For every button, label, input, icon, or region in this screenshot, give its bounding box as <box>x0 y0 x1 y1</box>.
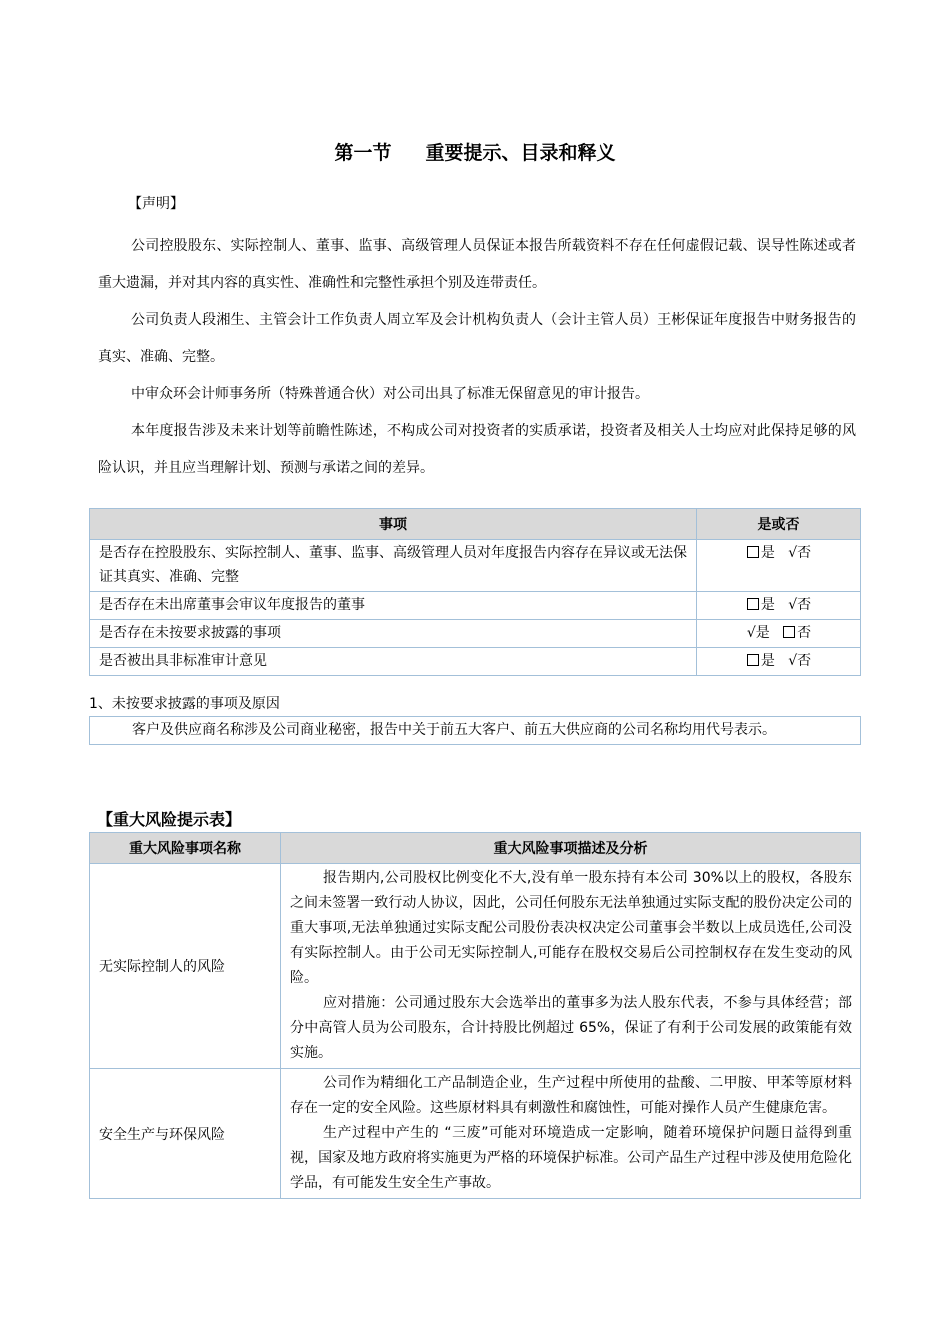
declaration-paragraph: 公司负责人段湘生、主管会计工作负责人周立军及会计机构负责人（会计主管人员）王彬保证年度报告中财务报告的真实、准确、完整。 <box>98 312 856 365</box>
declaration-paragraph: 本年度报告涉及未来计划等前瞻性陈述，不构成公司对投资者的实质承诺，投资者及相关人士均应对此保持足够的风险认识，并且应当理解计划、预测与承诺之间的差异。 <box>98 423 856 476</box>
no-label: 否 <box>797 597 812 613</box>
risk-table-label: 【重大风险提示表】 <box>97 810 242 829</box>
table-header-cell: 事项 <box>90 509 697 540</box>
no-mark: √ <box>788 653 798 669</box>
no-label: 否 <box>797 625 812 641</box>
table-row <box>90 620 861 648</box>
table-header-cell: 是或否 <box>697 509 861 540</box>
risk-paragraph: 生产过程中产生的 “三废”可能对环境造成一定影响，随着环境保护问题日益得到重视，国家及地方政府将实施更为严格的环境保护标准。公司产品生产过程中涉及使用危险化学品，有可能发生安全生产事故。 <box>290 1125 852 1191</box>
declaration-paragraph: 公司控股股东、实际控制人、董事、监事、高级管理人员保证本报告所载资料不存在任何虚假记载、误导性陈述或者重大遗漏，并对其内容的真实性、准确性和完整性承担个别及连带责任。 <box>98 238 856 291</box>
yes-label: 是 <box>760 545 775 561</box>
yes-label: 是 <box>760 653 775 669</box>
no-mark: √ <box>788 545 798 561</box>
risk-paragraph: 应对措施：公司通过股东大会选举出的董事多为法人股东代表，不参与具体经营；部分中高管人员为公司股东，合计持股比例超过 65%，保证了有利于公司发展的政策能有效实施。 <box>290 995 852 1061</box>
section-number: 第一节 <box>334 142 392 164</box>
undisclosed-text: 客户及供应商名称涉及公司商业秘密，报告中关于前五大客户、前五大供应商的公司名称均用代号表示。 <box>89 716 861 745</box>
table-row <box>90 1069 861 1199</box>
undisclosed-label: 1、未按要求披露的事项及原因 <box>89 696 280 712</box>
matter-item: 是否存在未按要求披露的事项 <box>90 620 697 648</box>
table-row <box>90 864 861 1069</box>
risk-description <box>281 1069 861 1199</box>
yes-mark: √ <box>746 625 756 641</box>
checkbox-icon <box>747 546 759 558</box>
no-label: 否 <box>797 653 812 669</box>
table-header-row <box>90 833 861 864</box>
yes-label: 是 <box>755 625 770 641</box>
risk-table <box>89 832 861 1199</box>
risk-paragraph: 报告期内,公司股权比例变化不大,没有单一股东持有本公司 30%以上的股权，各股东之间未签署一致行动人协议，因此，公司任何股东无法单独通过实际支配的股份决定公司的重大事项,无法单独通过实际支配公司股份表决权决定公司董事会半数以上成员选任,公司没有实际控制人。由于公司无实际控制人,可能存在股权交易后公司控制权存在发生变动的风险。 <box>290 870 852 986</box>
checkbox-icon <box>747 654 759 666</box>
no-label: 否 <box>797 545 812 561</box>
yes-no-cell <box>697 620 861 648</box>
matters-table <box>89 508 861 676</box>
table-header-row <box>90 509 861 540</box>
declaration-paragraph: 中审众环会计师事务所（特殊普通合伙）对公司出具了标准无保留意见的审计报告。 <box>131 386 649 402</box>
risk-name: 安全生产与环保风险 <box>90 1069 281 1199</box>
matter-item: 是否存在未出席董事会审议年度报告的董事 <box>90 592 697 620</box>
table-row <box>90 592 861 620</box>
no-mark: √ <box>788 597 798 613</box>
checkbox-icon <box>783 626 795 638</box>
risk-name: 无实际控制人的风险 <box>90 864 281 1069</box>
matter-item: 是否存在控股股东、实际控制人、董事、监事、高级管理人员对年度报告内容存在异议或无法保证其真实、准确、完整 <box>90 540 697 592</box>
table-row <box>90 648 861 676</box>
checkbox-icon <box>747 598 759 610</box>
yes-no-cell <box>697 540 861 592</box>
table-header-cell: 重大风险事项描述及分析 <box>281 833 861 864</box>
declaration-label: 【声明】 <box>128 196 184 212</box>
matter-item: 是否被出具非标准审计意见 <box>90 648 697 676</box>
table-row <box>90 540 861 592</box>
yes-no-cell <box>697 648 861 676</box>
risk-paragraph: 公司作为精细化工产品制造企业，生产过程中所使用的盐酸、二甲胺、甲苯等原材料存在一定的安全风险。这些原材料具有刺激性和腐蚀性，可能对操作人员产生健康危害。 <box>290 1075 852 1116</box>
section-title: 重要提示、目录和释义 <box>425 142 616 164</box>
yes-label: 是 <box>760 597 775 613</box>
table-header-cell: 重大风险事项名称 <box>90 833 281 864</box>
yes-no-cell <box>697 592 861 620</box>
page-title <box>0 138 950 165</box>
risk-description <box>281 864 861 1069</box>
